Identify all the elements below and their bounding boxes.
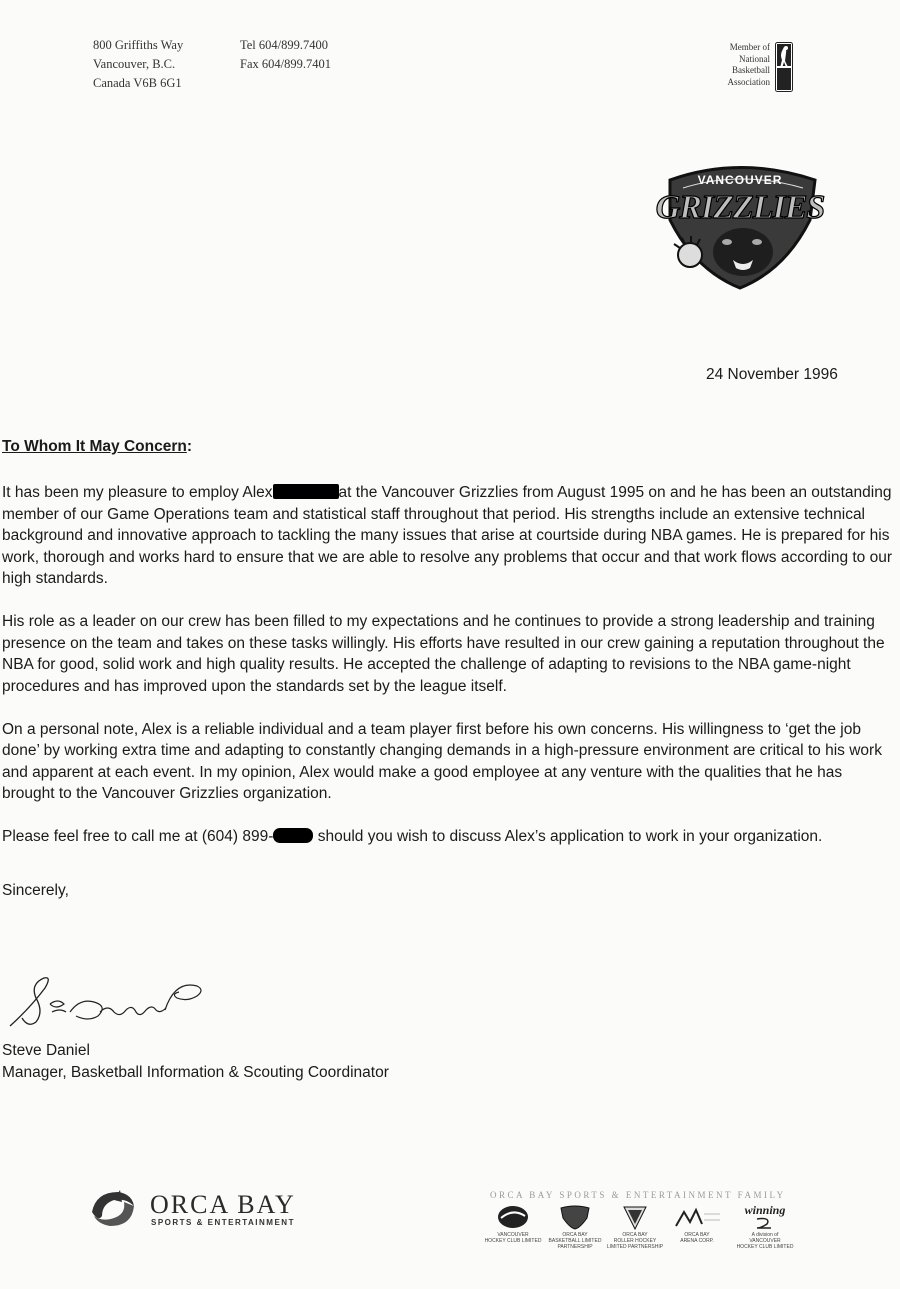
- family-line: ORCA BAY: [622, 1232, 648, 1238]
- nba-line-2: National: [739, 53, 770, 64]
- paragraph-2: His role as a leader on our crew has been filled to my expectations and he continues to provide a strong leadership and training presence on the team and takes on these tasks willingly. His efforts have resulted in our crew gaining a reputation throughout the NBA for good, solid work and high quality results. He accepted the challenge of adapting to revisions to the NBA game-night procedures and has improved upon the standards set by the league itself.: [2, 613, 885, 695]
- fax: Fax 604/899.7401: [240, 57, 331, 71]
- family-line: VANCOUVER: [749, 1238, 781, 1244]
- family-line: LIMITED PARTNERSHIP: [606, 1244, 664, 1250]
- orca-bay-subtitle: SPORTS & ENTERTAINMENT: [151, 1218, 295, 1227]
- orca-bay-logo-icon: [88, 1186, 138, 1231]
- logo-text-vancouver: VANCOUVER: [697, 173, 783, 187]
- closing: Sincerely,: [2, 881, 69, 899]
- family-line: BASKETBALL LIMITED: [548, 1238, 602, 1244]
- return-address: [93, 36, 183, 93]
- family-line: HOCKEY CLUB LIMITED: [484, 1238, 542, 1244]
- signer-name: Steve Daniel: [2, 1042, 90, 1059]
- logo-text-grizzlies: GRIZZLIES: [655, 189, 825, 226]
- winning-wordmark: winning: [744, 1203, 786, 1217]
- grizzlies-small-logo-icon: [558, 1204, 592, 1230]
- address-line-1: 800 Griffiths Way: [93, 38, 184, 52]
- family-line: A division of: [751, 1232, 779, 1238]
- grizzlies-logo-icon: [655, 160, 825, 290]
- roller-hockey-logo-icon: [618, 1204, 652, 1230]
- redacted-surname: [273, 484, 339, 499]
- salutation: [2, 438, 192, 456]
- family-member-arena: [662, 1204, 732, 1244]
- nba-logo-icon: [775, 42, 793, 92]
- family-title: ORCA BAY SPORTS & ENTERTAINMENT FAMILY: [490, 1190, 786, 1200]
- signer-block: [2, 1040, 389, 1084]
- family-line: ARENA CORP.: [680, 1238, 714, 1244]
- telephone: Tel 604/899.7400: [240, 38, 329, 52]
- signer-title: Manager, Basketball Information & Scouting Coordinator: [2, 1064, 389, 1081]
- winning-logo-icon: [753, 1217, 777, 1230]
- family-line: ORCA BAY: [684, 1232, 710, 1238]
- family-member-winning: [730, 1204, 800, 1250]
- family-line: HOCKEY CLUB LIMITED: [736, 1244, 794, 1250]
- arena-logo-icon: [672, 1204, 722, 1230]
- redacted-phone: [273, 828, 313, 843]
- address-line-2: Vancouver, B.C.: [93, 57, 176, 71]
- family-line: PARTNERSHIP: [557, 1244, 593, 1250]
- paragraph-4: [2, 826, 897, 848]
- orca-bay-name: ORCA BAY: [150, 1190, 296, 1219]
- paragraph-1-start: It has been my pleasure to employ Alex: [2, 484, 273, 501]
- nba-member-text: [700, 42, 770, 88]
- paragraph-4-start: Please feel free to call me at (604) 899-: [2, 828, 274, 845]
- canucks-logo-icon: [496, 1204, 530, 1230]
- paragraph-1-rest: at the Vancouver Grizzlies from August 1995 on and he has been an outstanding member of our Game Operations team and statistical staff throughout that period. His strengths include an extensive technical background and innovative approach to tackling the many issues that arise at courtside during NBA games. He is prepared for his work, thorough and works hard to ensure that we are able to resolve any problems that occur and that work flows according to our high standards.: [2, 484, 893, 587]
- nba-line-4: Association: [727, 76, 770, 87]
- family-member-roller-hockey: [600, 1204, 670, 1250]
- family-line: ORCA BAY: [562, 1232, 588, 1238]
- family-line: ROLLER HOCKEY: [613, 1238, 657, 1244]
- family-member-canucks: [478, 1204, 548, 1244]
- nba-line-1: Member of: [729, 42, 770, 52]
- contact-numbers: [240, 36, 331, 74]
- family-line: VANCOUVER: [497, 1232, 529, 1238]
- salutation-text: To Whom It May Concern: [2, 438, 187, 455]
- letter-body: [2, 482, 897, 923]
- nba-line-3: Basketball: [732, 65, 770, 75]
- letter-date: 24 November 1996: [706, 366, 838, 383]
- salutation-colon: :: [186, 438, 193, 455]
- paragraph-4-rest: should you wish to discuss Alex’s application to work in your organization.: [313, 828, 823, 845]
- signature: [0, 968, 220, 1033]
- paragraph-3: On a personal note, Alex is a reliable individual and a team player first before his own concerns. His willingness to ‘get the job done’ by working extra time and adapting to constantly changing demands in a high-pressure environment are critical to his work and apparent at each event. In my opinion, Alex would make a good employee at any venture with the qualities that he has brought to the Vancouver Grizzlies organization.: [2, 720, 882, 802]
- paragraph-1: [2, 482, 897, 590]
- address-line-3: Canada V6B 6G1: [93, 76, 182, 90]
